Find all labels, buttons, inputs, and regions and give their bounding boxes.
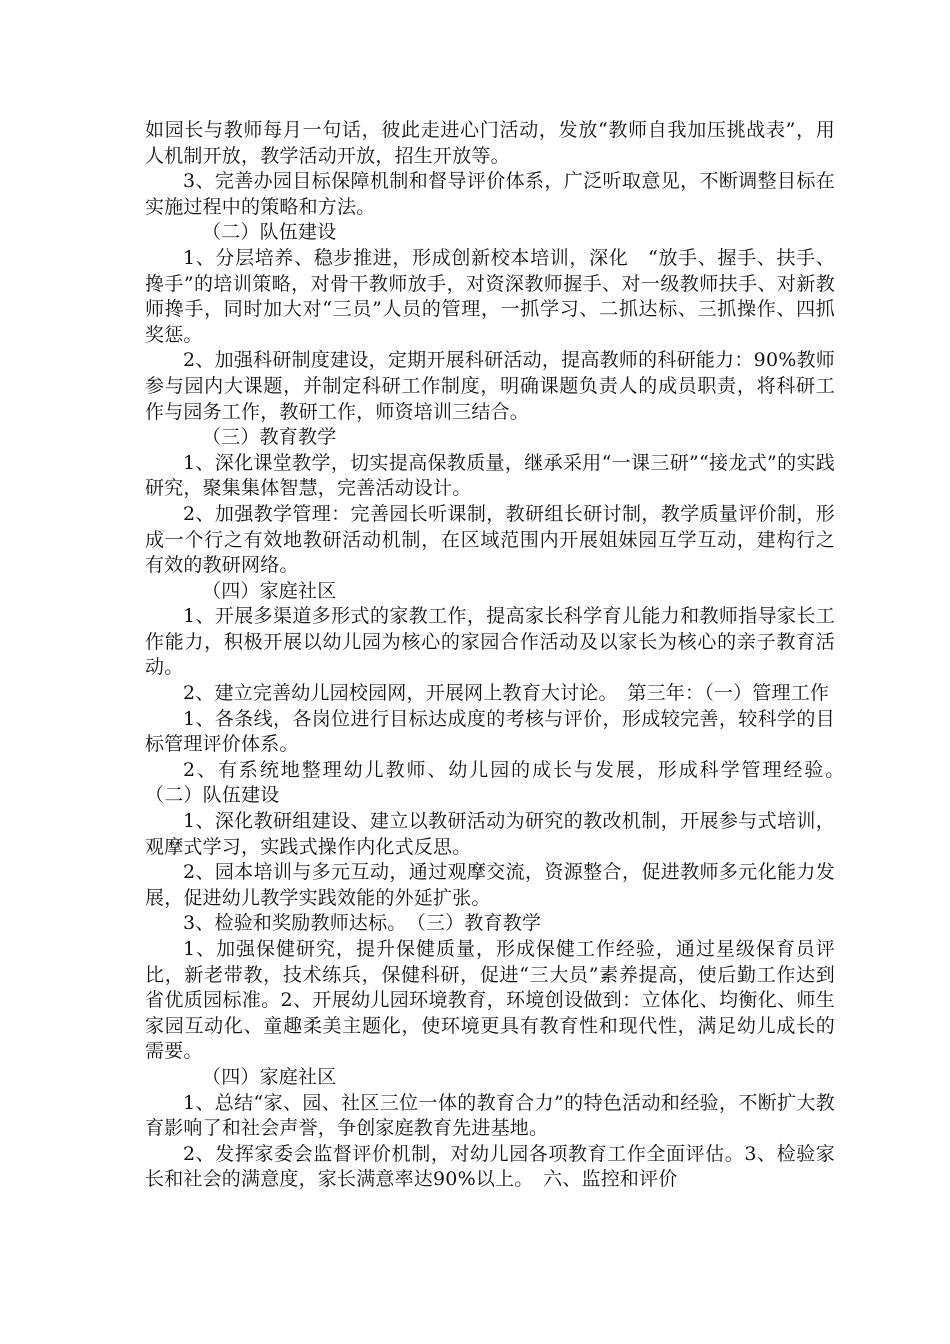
section-heading-family-community-2: （四）家庭社区 (202, 1065, 337, 1088)
paragraph-5: 2、加强科研制度建设，定期开展科研活动，提高教师的科研能力：90%教师参与园内大课题，并制定科研工作制度，明确课题负责人的成员职责，将科研工作与园务工作，教研工作，师资培训三结合。 (145, 349, 835, 423)
document-body (145, 118, 855, 1193)
paragraph-19: 1、总结“家、园、社区三位一体的教育合力”的特色活动和经验，不断扩大教育影响了和社会声誉，争创家庭教育先进基地。 (145, 1091, 835, 1140)
paragraph-13: 2、有系统地整理幼儿教师、幼儿园的成长与发展，形成科学管理经验。 （二）队伍建设 (145, 758, 855, 807)
paragraph-11: 2、建立完善幼儿园校园网，开展网上教育大讨论。 第三年：（一）管理工作 (183, 682, 830, 705)
paragraph-17: 1、加强保健研究，提升保健质量，形成保健工作经验，通过星级保育员评比，新老带教，技术练兵，保健科研，促进“三大员”素养提高，使后勤工作达到省优质园标准。2、开展幼儿园环境教育，环境创设做到：立体化、均衡化、师生家园互动化、童趣柔美主题化，使环境更具有教育性和现代性，满足幼儿成长的需要。 (145, 938, 835, 1063)
section-heading-family-community: （四）家庭社区 (202, 579, 337, 602)
paragraph-14: 1、深化教研组建设、建立以教研活动为研究的教改机制，开展参与式培训，观摩式学习，实践式操作内化式反思。 (145, 810, 835, 858)
paragraph-15: 2、园本培训与多元互动，通过观摩交流，资源整合，促进教师多元化能力发展，促进幼儿教学实践效能的外延扩张。 (145, 861, 835, 909)
section-heading-team-building: （二）队伍建设 (202, 221, 337, 244)
paragraph-16: 3、检验和奖励教师达标。 （三）教育教学 (183, 912, 542, 935)
paragraph-4: 1、分层培养、稳步推进，形成创新校本培训，深化 “放手、握手、扶手、搀手”的培训策略，对骨干教师放手，对资深教师握手、对一级教师扶手、对新教师搀手，同时加大对“三员”人员的管理，一抓学习、二抓达标、三抓操作、四抓奖惩。 (145, 246, 835, 346)
paragraph-12: 1、各条线，各岗位进行目标达成度的考核与评价，形成较完善，较科学的目标管理评价体系。 (145, 707, 835, 756)
paragraph-10: 1、开展多渠道多形式的家教工作，提高家长科学育儿能力和教师指导家长工作能力，积极开展以幼儿园为核心的家园合作活动及以家长为核心的亲子教育活动。 (145, 605, 835, 679)
paragraph-2: 3、完善办园目标保障机制和督导评价体系，广泛听取意见，不断调整目标在实施过程中的策略和方法。 (145, 170, 835, 218)
section-heading-education-teaching: （三）教育教学 (202, 426, 337, 449)
paragraph-1: 如园长与教师每月一句话，彼此走进心门活动，发放“教师自我加压挑战表”，用人机制开放，教学活动开放，招生开放等。 (145, 119, 835, 167)
paragraph-8: 2、加强教学管理：完善园长听课制，教研组长研讨制，教学质量评价制，形成一个行之有效地教研活动机制，在区域范围内开展姐妹园互学互动，建构行之有效的教研网络。 (145, 502, 835, 577)
paragraph-20: 2、发挥家委会监督评价机制，对幼儿园各项教育工作全面评估。3、检验家长和社会的满意度，家长满意率达90%以上。 六、监控和评价 (145, 1142, 835, 1191)
paragraph-7: 1、深化课堂教学，切实提高保教质量，继承采用“一课三研”“接龙式”的实践研究，聚集集体智慧，完善活动设计。 (145, 451, 835, 500)
